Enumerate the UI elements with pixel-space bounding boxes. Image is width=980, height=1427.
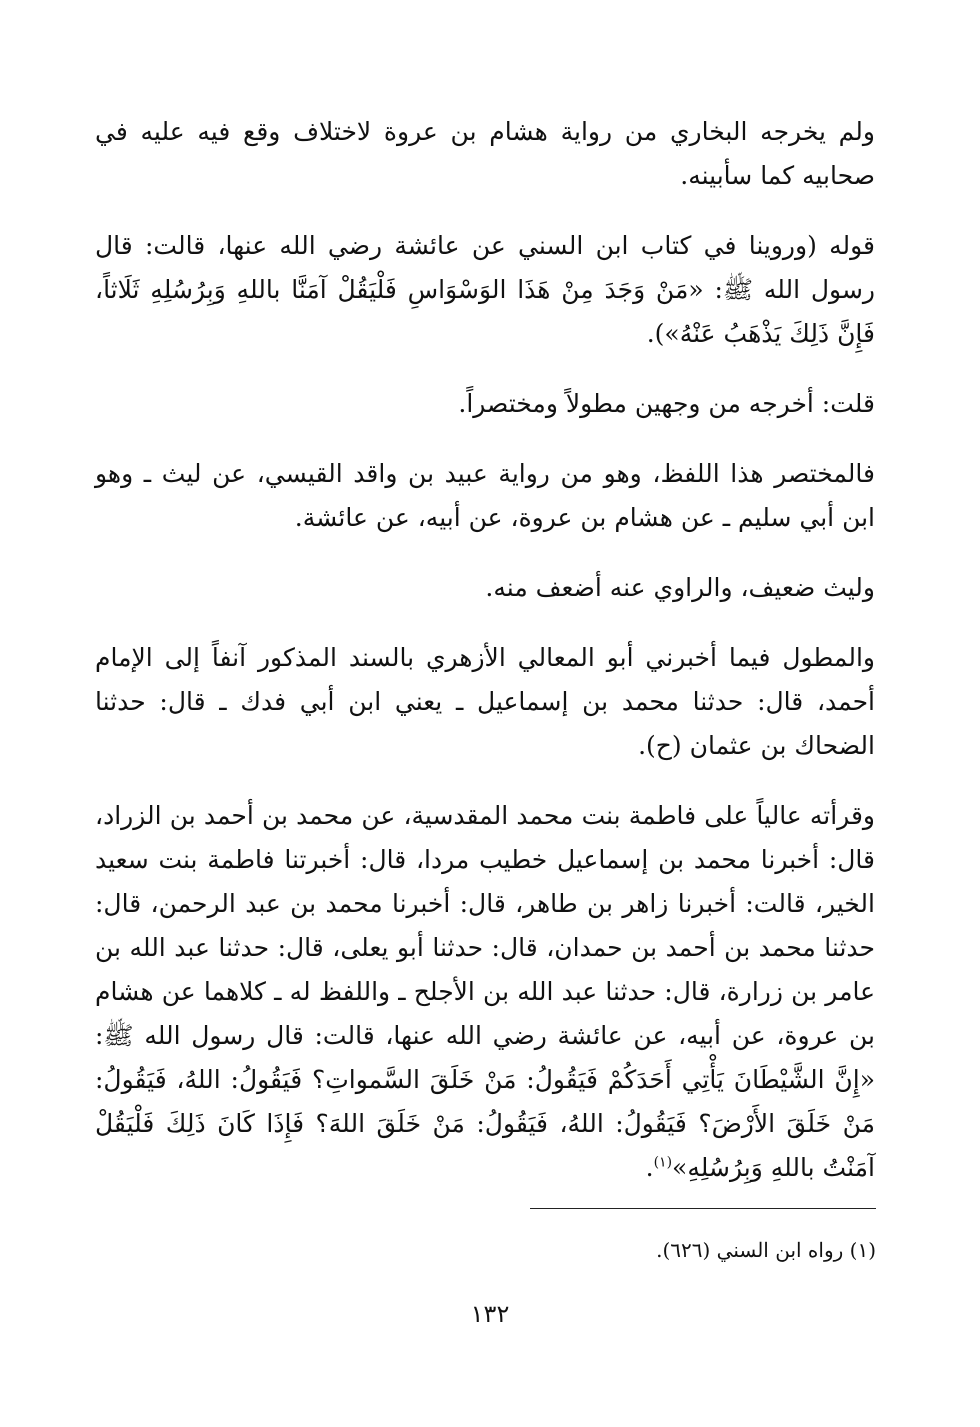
paragraph-2: قوله (وروينا في كتاب ابن السني عن عائشة رضي الله عنها، قالت: قال رسول الله ﷺ: «مَنْ وَجَدَ مِنْ هَذَا الوَسْوَاسِ فَلْيَقُلْ آمَنَّا باللهِ وَبِرُسُلِهِ ثَلَاثاً، فَإِنَّ ذَلِكَ يَذْهَبُ عَنْهُ»).: [95, 231, 875, 348]
page-number: ١٣٢: [470, 1300, 510, 1328]
paragraph-4: فالمختصر هذا اللفظ، وهو من رواية عبيد بن واقد القيسي، عن ليث ـ وهو ابن أبي سليم ـ عن هشام بن عروة، عن أبيه، عن عائشة.: [95, 459, 875, 532]
footnote-marker: (١): [653, 1154, 673, 1171]
paragraph-7-text: وقرأته عالياً على فاطمة بنت محمد المقدسية، عن محمد بن أحمد بن الزراد، قال: أخبرنا محمد بن إسماعيل خطيب مردا، قال: أخبرتنا فاطمة بنت سعيد الخير، قالت: أخبرنا زاهر بن طاهر، قال: أخبرنا محمد بن عبد الرحمن، قال: حدثنا محمد بن أحمد بن حمدان، قال: حدثنا أبو يعلى، قال: حدثنا عبد الله بن عامر بن زرارة، قال: حدثنا عبد الله بن الأجلح ـ واللفظ له ـ كلاهما عن هشام بن عروة، عن أبيه، عن عائشة رضي الله عنها، قالت: قال رسول الله ﷺ: «إِنَّ الشَّيْطَانَ يَأْتِي أَحَدَكُمْ فَيَقُولُ: مَنْ خَلَقَ السَّمواتِ؟ فَيَقُولُ: اللهُ، فَيَقُولُ: مَنْ خَلَقَ الأَرْضَ؟ فَيَقُولُ: اللهُ، فَيَقُولُ: مَنْ خَلَقَ اللهَ؟ فَإِذَا كَانَ ذَلِكَ فَلْيَقُلْ آمَنْتُ باللهِ وَبِرُسُلِهِ»: [95, 801, 875, 1182]
paragraph-7-end: .: [645, 1153, 654, 1182]
main-text: [95, 110, 875, 1216]
paragraph-6: والمطول فيما أخبرني أبو المعالي الأزهري بالسند المذكور آنفاً إلى الإمام أحمد، قال: حدثنا محمد بن إسماعيل ـ يعني ابن أبي فدك ـ قال: حدثنا الضحاك بن عثمان (ح).: [95, 643, 875, 760]
paragraph-3: قلت: أخرجه من وجهين مطولاً ومختصراً.: [458, 389, 875, 418]
paragraph-1: ولم يخرجه البخاري من رواية هشام بن عروة لاختلاف وقع فيه عليه في صحابيه كما سأبينه.: [95, 117, 875, 190]
paragraph-5: وليث ضعيف، والراوي عنه أضعف منه.: [485, 573, 875, 602]
footnote-divider: [530, 1208, 876, 1209]
footnote: (١) رواه ابن السني (٦٢٦).: [656, 1238, 876, 1262]
paragraph-7: [95, 794, 875, 1190]
